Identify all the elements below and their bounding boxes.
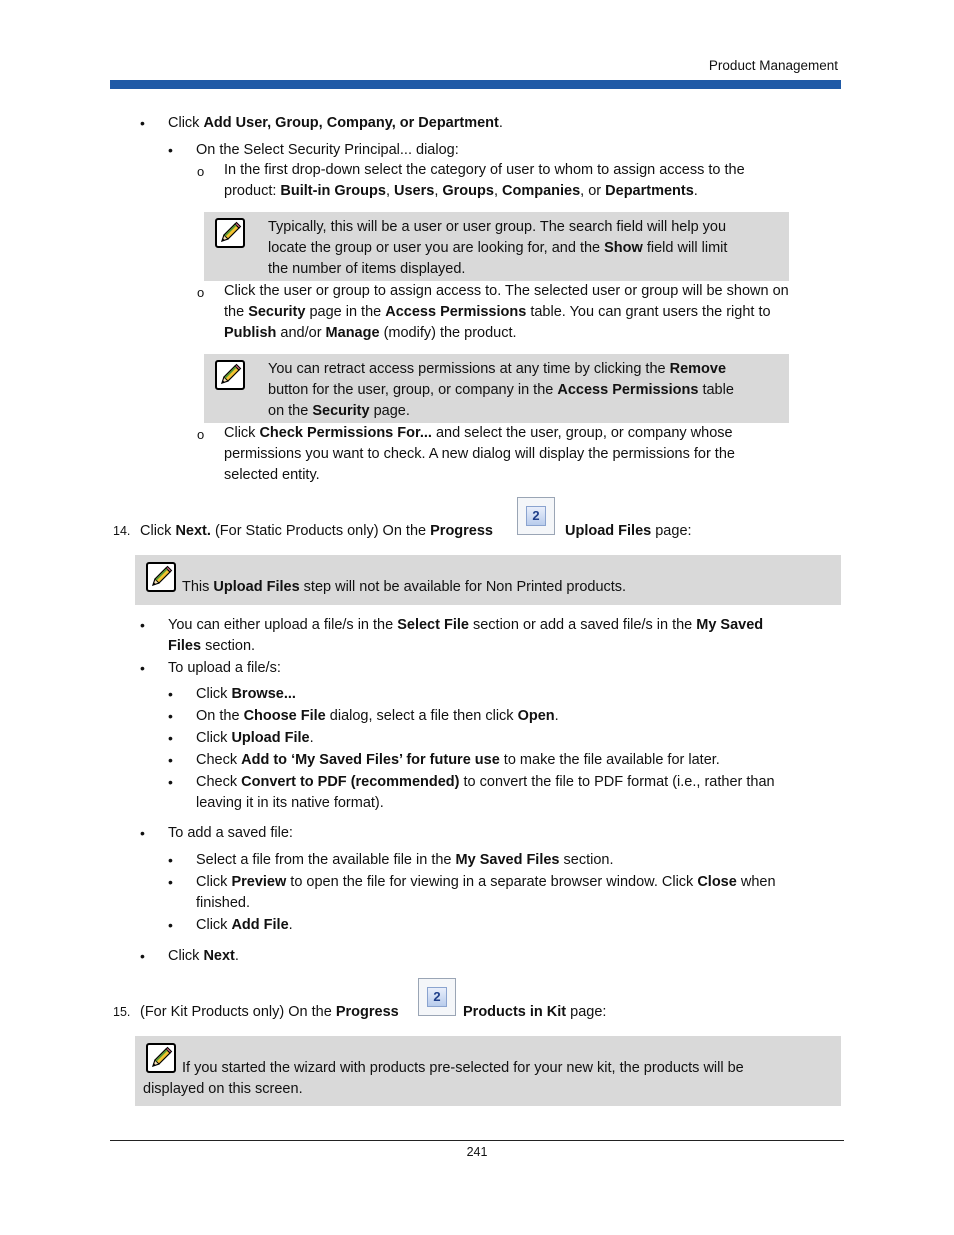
bullet: • — [168, 752, 173, 768]
instruction-line: Click the user or group to assign access to. The selected user or group will be shown on — [224, 283, 789, 299]
bullet: • — [168, 730, 173, 746]
note-text: If you started the wizard with products pre-selected for your new kit, the products will be — [182, 1060, 744, 1076]
instruction-line: To add a saved file: — [168, 825, 293, 841]
instruction-line: You can either upload a file/s in the Select File section or add a saved file/s in the My Saved — [168, 617, 764, 633]
bullet: • — [168, 917, 173, 933]
instruction-line: the Security page in the Access Permissions table. You can grant users the right to — [224, 304, 771, 320]
instruction-line: product: Built-in Groups, Users, Groups, Companies, or Departments. — [224, 183, 698, 199]
note-text: locate the group or user you are looking for, and the Show field will limit — [268, 240, 728, 256]
step-heading-tail: Products in Kit page: — [463, 1004, 607, 1020]
bullet: • — [140, 617, 145, 633]
instruction-line: Click Next. — [168, 948, 239, 964]
instruction-line: Publish and/or Manage (modify) the product. — [224, 325, 517, 341]
instruction-line: Click Add User, Group, Company, or Department. — [168, 115, 503, 131]
instruction-line: leaving it in its native format). — [196, 795, 384, 811]
note-box — [204, 354, 789, 423]
progress-step-icon: 2 — [418, 978, 456, 1016]
note-text: You can retract access permissions at any time by clicking the Remove — [268, 361, 727, 377]
instruction-line: Click Upload File. — [196, 730, 314, 746]
pencil-note-icon — [215, 218, 245, 248]
note-box — [135, 555, 841, 605]
instruction-line: On the Choose File dialog, select a file then click Open. — [196, 708, 559, 724]
note-box — [204, 212, 789, 281]
instruction-line: Click Browse... — [196, 686, 296, 702]
bullet: • — [168, 686, 173, 702]
bullet: • — [140, 825, 145, 841]
footer-rule — [110, 1140, 844, 1141]
bullet: • — [140, 660, 145, 676]
pencil-note-icon — [146, 562, 176, 592]
sub-bullet: o — [197, 427, 205, 442]
instruction-line: selected entity. — [224, 467, 320, 483]
step-heading-tail: Upload Files page: — [565, 523, 692, 539]
bullet: • — [168, 708, 173, 724]
step-number: 14. — [113, 524, 131, 538]
instruction-line: In the first drop-down select the category of user to whom to assign access to the — [224, 162, 745, 178]
bullet: • — [168, 774, 173, 790]
instruction-line: Files section. — [168, 638, 256, 654]
step-heading: Click Next. (For Static Products only) On the Progress — [140, 523, 493, 539]
progress-step-icon: 2 — [517, 497, 555, 535]
instruction-line: Click Preview to open the file for viewing in a separate browser window. Click Close when — [196, 874, 776, 890]
step-heading: (For Kit Products only) On the Progress — [140, 1004, 399, 1020]
bullet: • — [168, 852, 173, 868]
instruction-line: finished. — [196, 895, 251, 911]
note-text: on the Security page. — [268, 403, 410, 419]
note-text: Typically, this will be a user or user group. The search field will help you — [268, 219, 727, 235]
pencil-note-icon — [146, 1043, 176, 1073]
sub-bullet: o — [197, 164, 205, 179]
instruction-line: Select a file from the available file in the My Saved Files section. — [196, 852, 614, 868]
header-bar — [110, 80, 841, 89]
pencil-note-icon — [215, 360, 245, 390]
bullet: • — [168, 874, 173, 890]
page-number: 241 — [466, 1145, 488, 1159]
note-text: the number of items displayed. — [268, 261, 466, 277]
sub-bullet: o — [197, 285, 205, 300]
instruction-line: Check Add to ‘My Saved Files’ for future use to make the file available for later. — [196, 752, 720, 768]
bullet: • — [168, 142, 173, 158]
instruction-line: Check Convert to PDF (recommended) to convert the file to PDF format (i.e., rather than — [196, 774, 775, 790]
instruction-line: permissions you want to check. A new dialog will display the permissions for the — [224, 446, 735, 462]
instruction-line: To upload a file/s: — [168, 660, 281, 676]
note-text: button for the user, group, or company in the Access Permissions table — [268, 382, 734, 398]
note-text: This Upload Files step will not be available for Non Printed products. — [182, 579, 627, 595]
note-box — [135, 1036, 841, 1106]
instruction-line: Click Check Permissions For... and select the user, group, or company whose — [224, 425, 733, 441]
instruction-line: Click Add File. — [196, 917, 293, 933]
bullet: • — [140, 115, 145, 131]
instruction-line: On the Select Security Principal... dialog: — [196, 142, 459, 158]
bullet: • — [140, 948, 145, 964]
step-number: 15. — [113, 1005, 131, 1019]
header-title: Product Management — [708, 58, 838, 73]
note-text: displayed on this screen. — [143, 1081, 303, 1097]
